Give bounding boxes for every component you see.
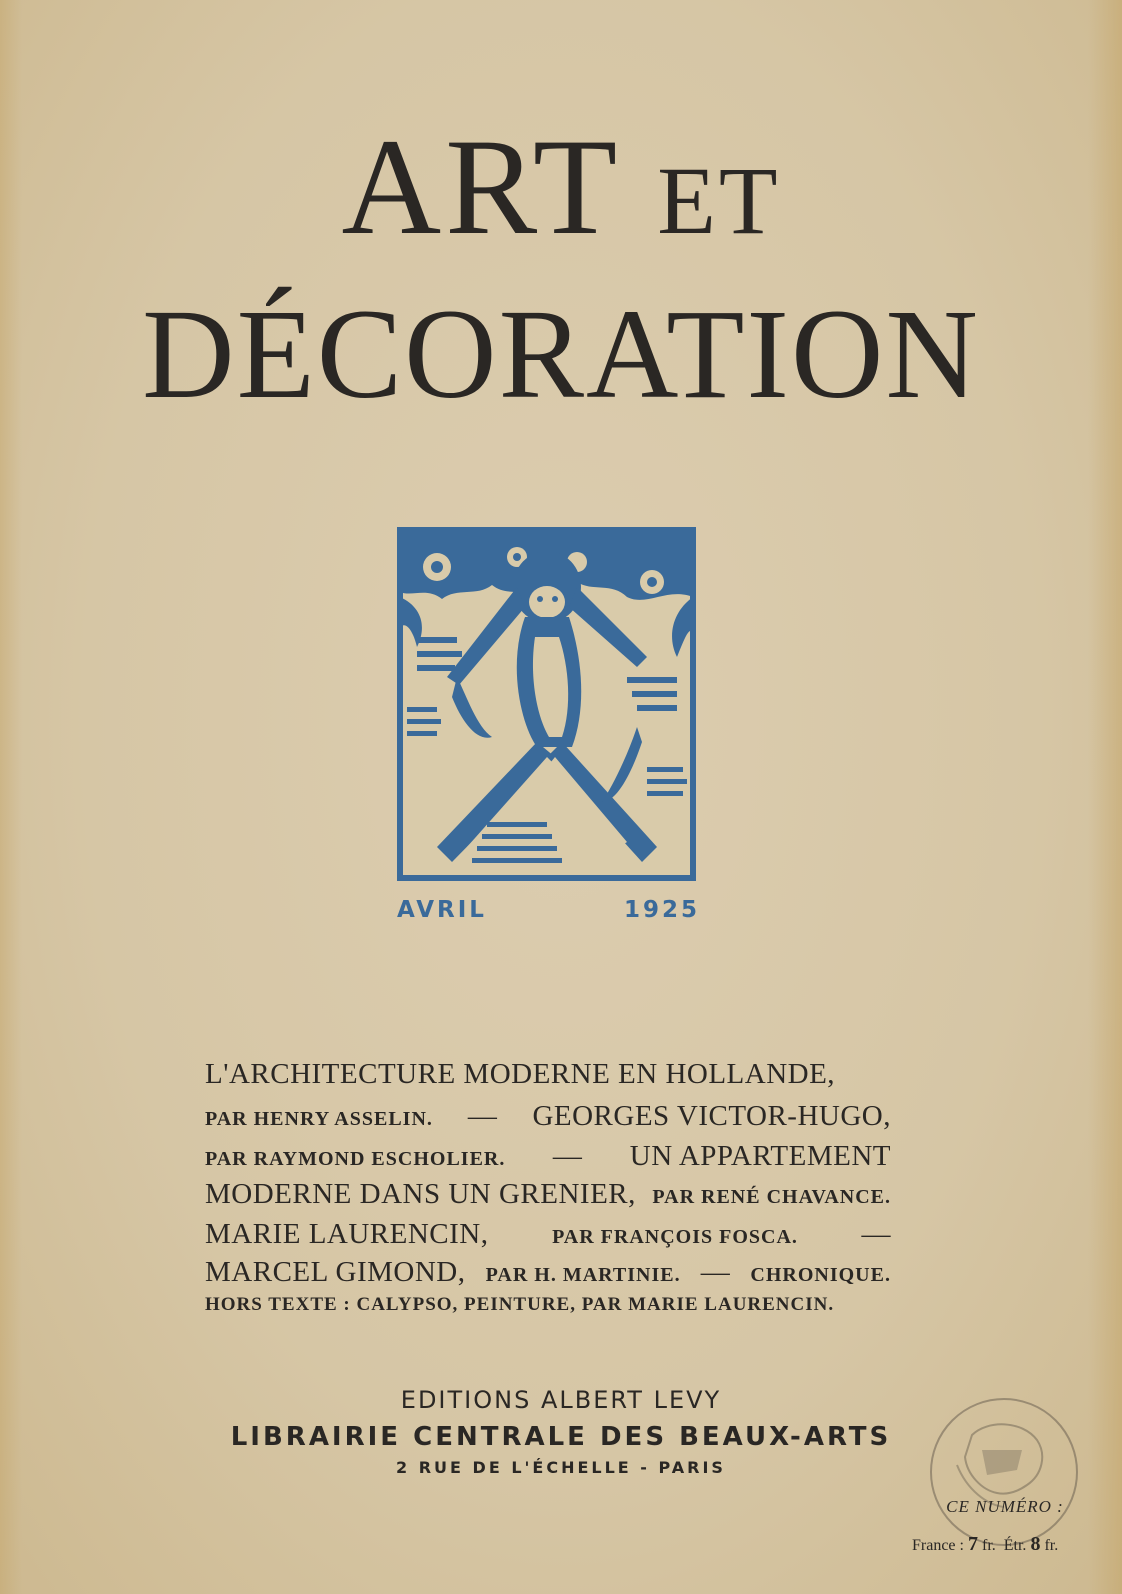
contents-line (205, 1294, 891, 1330)
contents-line (205, 1140, 891, 1178)
separator-dash: — (552, 1140, 583, 1172)
article-author: PAR RAYMOND ESCHOLIER. (205, 1148, 506, 1170)
contents-line (205, 1100, 891, 1140)
article-author: PAR H. MARTINIE. (485, 1264, 681, 1286)
publisher-library: LIBRAIRIE CENTRALE DES BEAUX-ARTS (230, 1422, 892, 1452)
title-line-1 (0, 110, 1122, 263)
contents-line (205, 1256, 891, 1294)
hors-texte-note: HORS TEXTE : CALYPSO, PEINTURE, PAR MARIE LAURENCIN. (205, 1294, 835, 1315)
article-author: PAR RENÉ CHAVANCE. (652, 1186, 891, 1208)
article-author: PAR FRANÇOIS FOSCA. (552, 1226, 798, 1248)
publisher-address: 2 RUE DE L'ÉCHELLE - PARIS (396, 1458, 726, 1477)
article-title: MARIE LAURENCIN, (205, 1218, 489, 1250)
price-line (912, 1533, 1112, 1556)
separator-dash: — (700, 1256, 731, 1288)
issue-month: AVRIL (397, 897, 487, 923)
price-france-unit: fr. (981, 1537, 996, 1554)
title-decoration: DÉCORATION (142, 283, 980, 425)
price-etr-label: Étr. (1003, 1537, 1027, 1554)
separator-dash: — (861, 1218, 891, 1250)
price-stamp-label: CE NUMÉRO : (946, 1497, 1064, 1516)
article-title: L'ARCHITECTURE MODERNE EN HOLLANDE, (205, 1058, 836, 1090)
separator-dash: — (467, 1100, 498, 1132)
woodcut-illustration (397, 527, 696, 881)
article-title: GEORGES VICTOR-HUGO, (532, 1100, 891, 1132)
article-author: PAR HENRY ASSELIN. (205, 1108, 433, 1130)
publisher-name: EDITIONS ALBERT LEVY (400, 1386, 722, 1414)
price-etr-unit: fr. (1044, 1537, 1059, 1554)
contents-line (205, 1218, 891, 1256)
article-title: CHRONIQUE. (750, 1264, 891, 1286)
contents-line (205, 1058, 891, 1100)
article-title: UN APPARTEMENT (629, 1140, 891, 1172)
title-art: ART (341, 110, 619, 263)
article-title: MODERNE DANS UN GRENIER, (205, 1178, 636, 1210)
contents-block (205, 1058, 891, 1330)
price-france-value: 7 (967, 1533, 978, 1555)
contents-line (205, 1178, 891, 1218)
price-etr-value: 8 (1030, 1533, 1041, 1555)
title-et: ET (657, 147, 781, 254)
price-stamp-seal (927, 1395, 1082, 1550)
issue-year: 1925 (624, 897, 701, 923)
article-title: MARCEL GIMOND, (205, 1256, 466, 1288)
price-france-label: France : (912, 1537, 964, 1554)
